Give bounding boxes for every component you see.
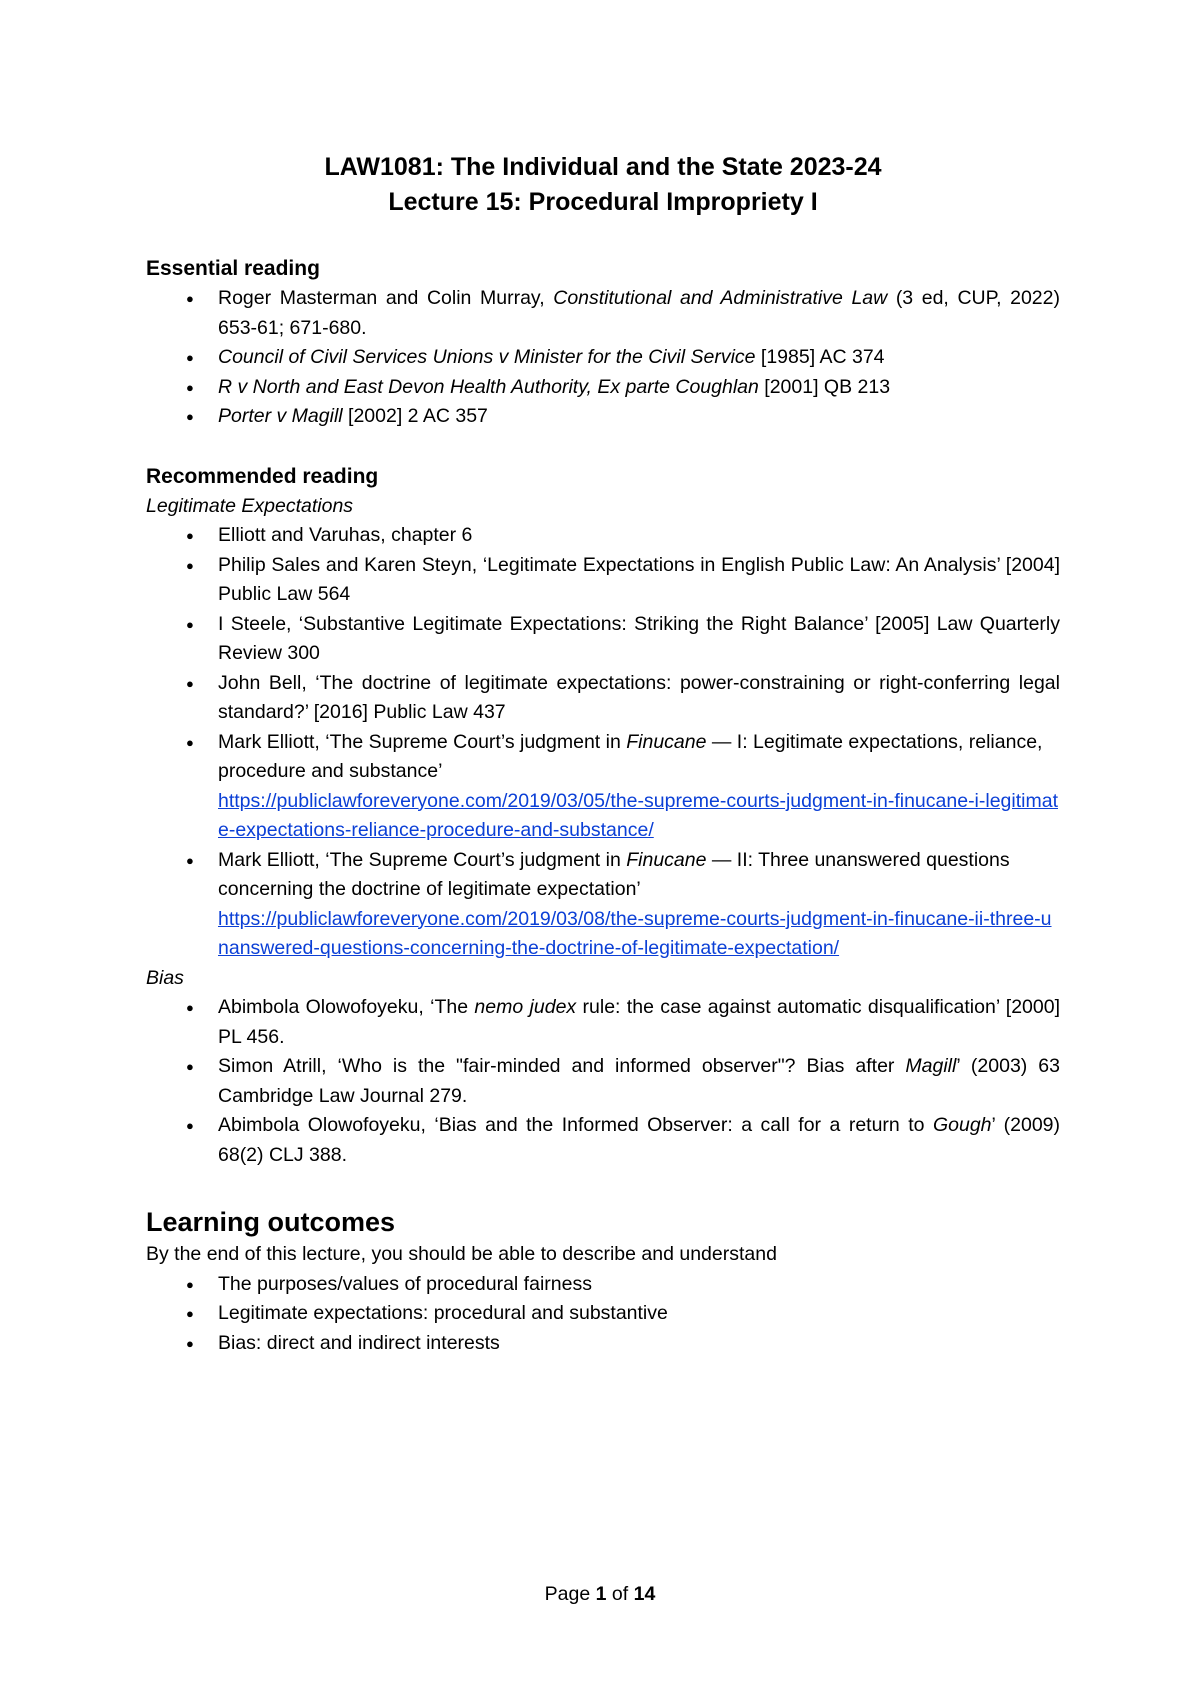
essential-item-masterman: ● Roger Masterman and Colin Murray, Constitutional and Administrative Law (3 ed, CUP, 2022) 653-61; 671-680. <box>146 284 1060 343</box>
essential-item-ccsu: ● Council of Civil Services Unions v Minister for the Civil Service [1985] AC 374 <box>146 343 1060 373</box>
essential-reading-heading: Essential reading <box>146 257 320 280</box>
legit-item-elliott-varuhas: ● Elliott and Varuhas, chapter 6 <box>146 521 1060 551</box>
bias-item-atrill: ● Simon Atrill, ‘Who is the "fair-minded and informed observer"? Bias after Magill’ (2003) 63 Cambridge Law Journal 279. <box>146 1052 1060 1111</box>
learning-outcomes-intro: By the end of this lecture, you should be able to describe and understand <box>146 1243 777 1265</box>
finucane-1-link[interactable]: https://publiclawforeveryone.com/2019/03/05/the-supreme-courts-judgment-in-finucane-i-legitimate-expectations-reliance-procedure-and-substance/ <box>218 789 1058 841</box>
essential-reading-list <box>146 284 1060 432</box>
legit-item-steele: ● I Steele, ‘Substantive Legitimate Expectations: Striking the Right Balance’ [2005] Law Quarterly Review 300 <box>146 610 1060 669</box>
legit-item-elliott-finucane-1: ● Mark Elliott, ‘The Supreme Court’s judgment in Finucane — I: Legitimate expectations, reliance, procedure and substance’ https://publiclawforeveryone.com/2019/03/05/the-supreme-courts-judgment-in-finucane-i-legitimate-expectations-reliance-procedure-and-substance/ <box>146 728 1060 846</box>
document-title <box>146 150 1060 220</box>
finucane-2-link[interactable]: https://publiclawforeveryone.com/2019/03/08/the-supreme-courts-judgment-in-finucane-ii-three-unanswered-questions-concerning-the-doctrine-of-legitimate-expectation/ <box>218 907 1052 959</box>
legitimate-expectations-list <box>146 521 1060 964</box>
bias-item-olowofoyeku-2000: ● Abimbola Olowofoyeku, ‘The nemo judex rule: the case against automatic disqualification’ [2000] PL 456. <box>146 993 1060 1052</box>
essential-item-coughlan: ● R v North and East Devon Health Authority, Ex parte Coughlan [2001] QB 213 <box>146 373 1060 403</box>
recommended-reading-heading: Recommended reading <box>146 464 379 488</box>
title-lecture: Lecture 15: Procedural Impropriety I <box>388 188 818 216</box>
title-course: LAW1081: The Individual and the State 2023-24 <box>324 153 882 181</box>
legit-item-bell: ● John Bell, ‘The doctrine of legitimate expectations: power-constraining or right-conferring legal standard?’ [2016] Public Law 437 <box>146 669 1060 728</box>
outcome-item: ● Bias: direct and indirect interests <box>146 1329 1060 1359</box>
legitimate-expectations-subheading: Legitimate Expectations <box>146 494 354 517</box>
of-word: of <box>611 1583 629 1605</box>
page-content <box>146 150 1060 1358</box>
bias-subheading: Bias <box>146 966 184 989</box>
learning-outcomes-list <box>146 1270 1060 1359</box>
outcome-item: ● The purposes/values of procedural fairness <box>146 1270 1060 1300</box>
learning-outcomes-heading: Learning outcomes <box>146 1207 396 1237</box>
essential-item-porter: ● Porter v Magill [2002] 2 AC 357 <box>146 402 1060 432</box>
page-footer <box>0 1580 1200 1608</box>
current-page-number: 1 <box>595 1583 607 1605</box>
total-pages-number: 14 <box>633 1583 656 1605</box>
bias-item-olowofoyeku-2009: ● Abimbola Olowofoyeku, ‘Bias and the Informed Observer: a call for a return to Gough’ (2009) 68(2) CLJ 388. <box>146 1111 1060 1170</box>
page-word: Page <box>544 1583 591 1605</box>
bias-list <box>146 993 1060 1170</box>
legit-item-sales-steyn: ● Philip Sales and Karen Steyn, ‘Legitimate Expectations in English Public Law: An Analysis’ [2004] Public Law 564 <box>146 551 1060 610</box>
outcome-item: ● Legitimate expectations: procedural and substantive <box>146 1299 1060 1329</box>
legit-item-elliott-finucane-2: ● Mark Elliott, ‘The Supreme Court’s judgment in Finucane — II: Three unanswered questions concerning the doctrine of legitimate expectation’ https://publiclawforeveryone.com/2019/03/08/the-supreme-courts-judgment-in-finucane-ii-three-unanswered-questions-concerning-the-doctrine-of-legitimate-expectation/ <box>146 846 1060 964</box>
